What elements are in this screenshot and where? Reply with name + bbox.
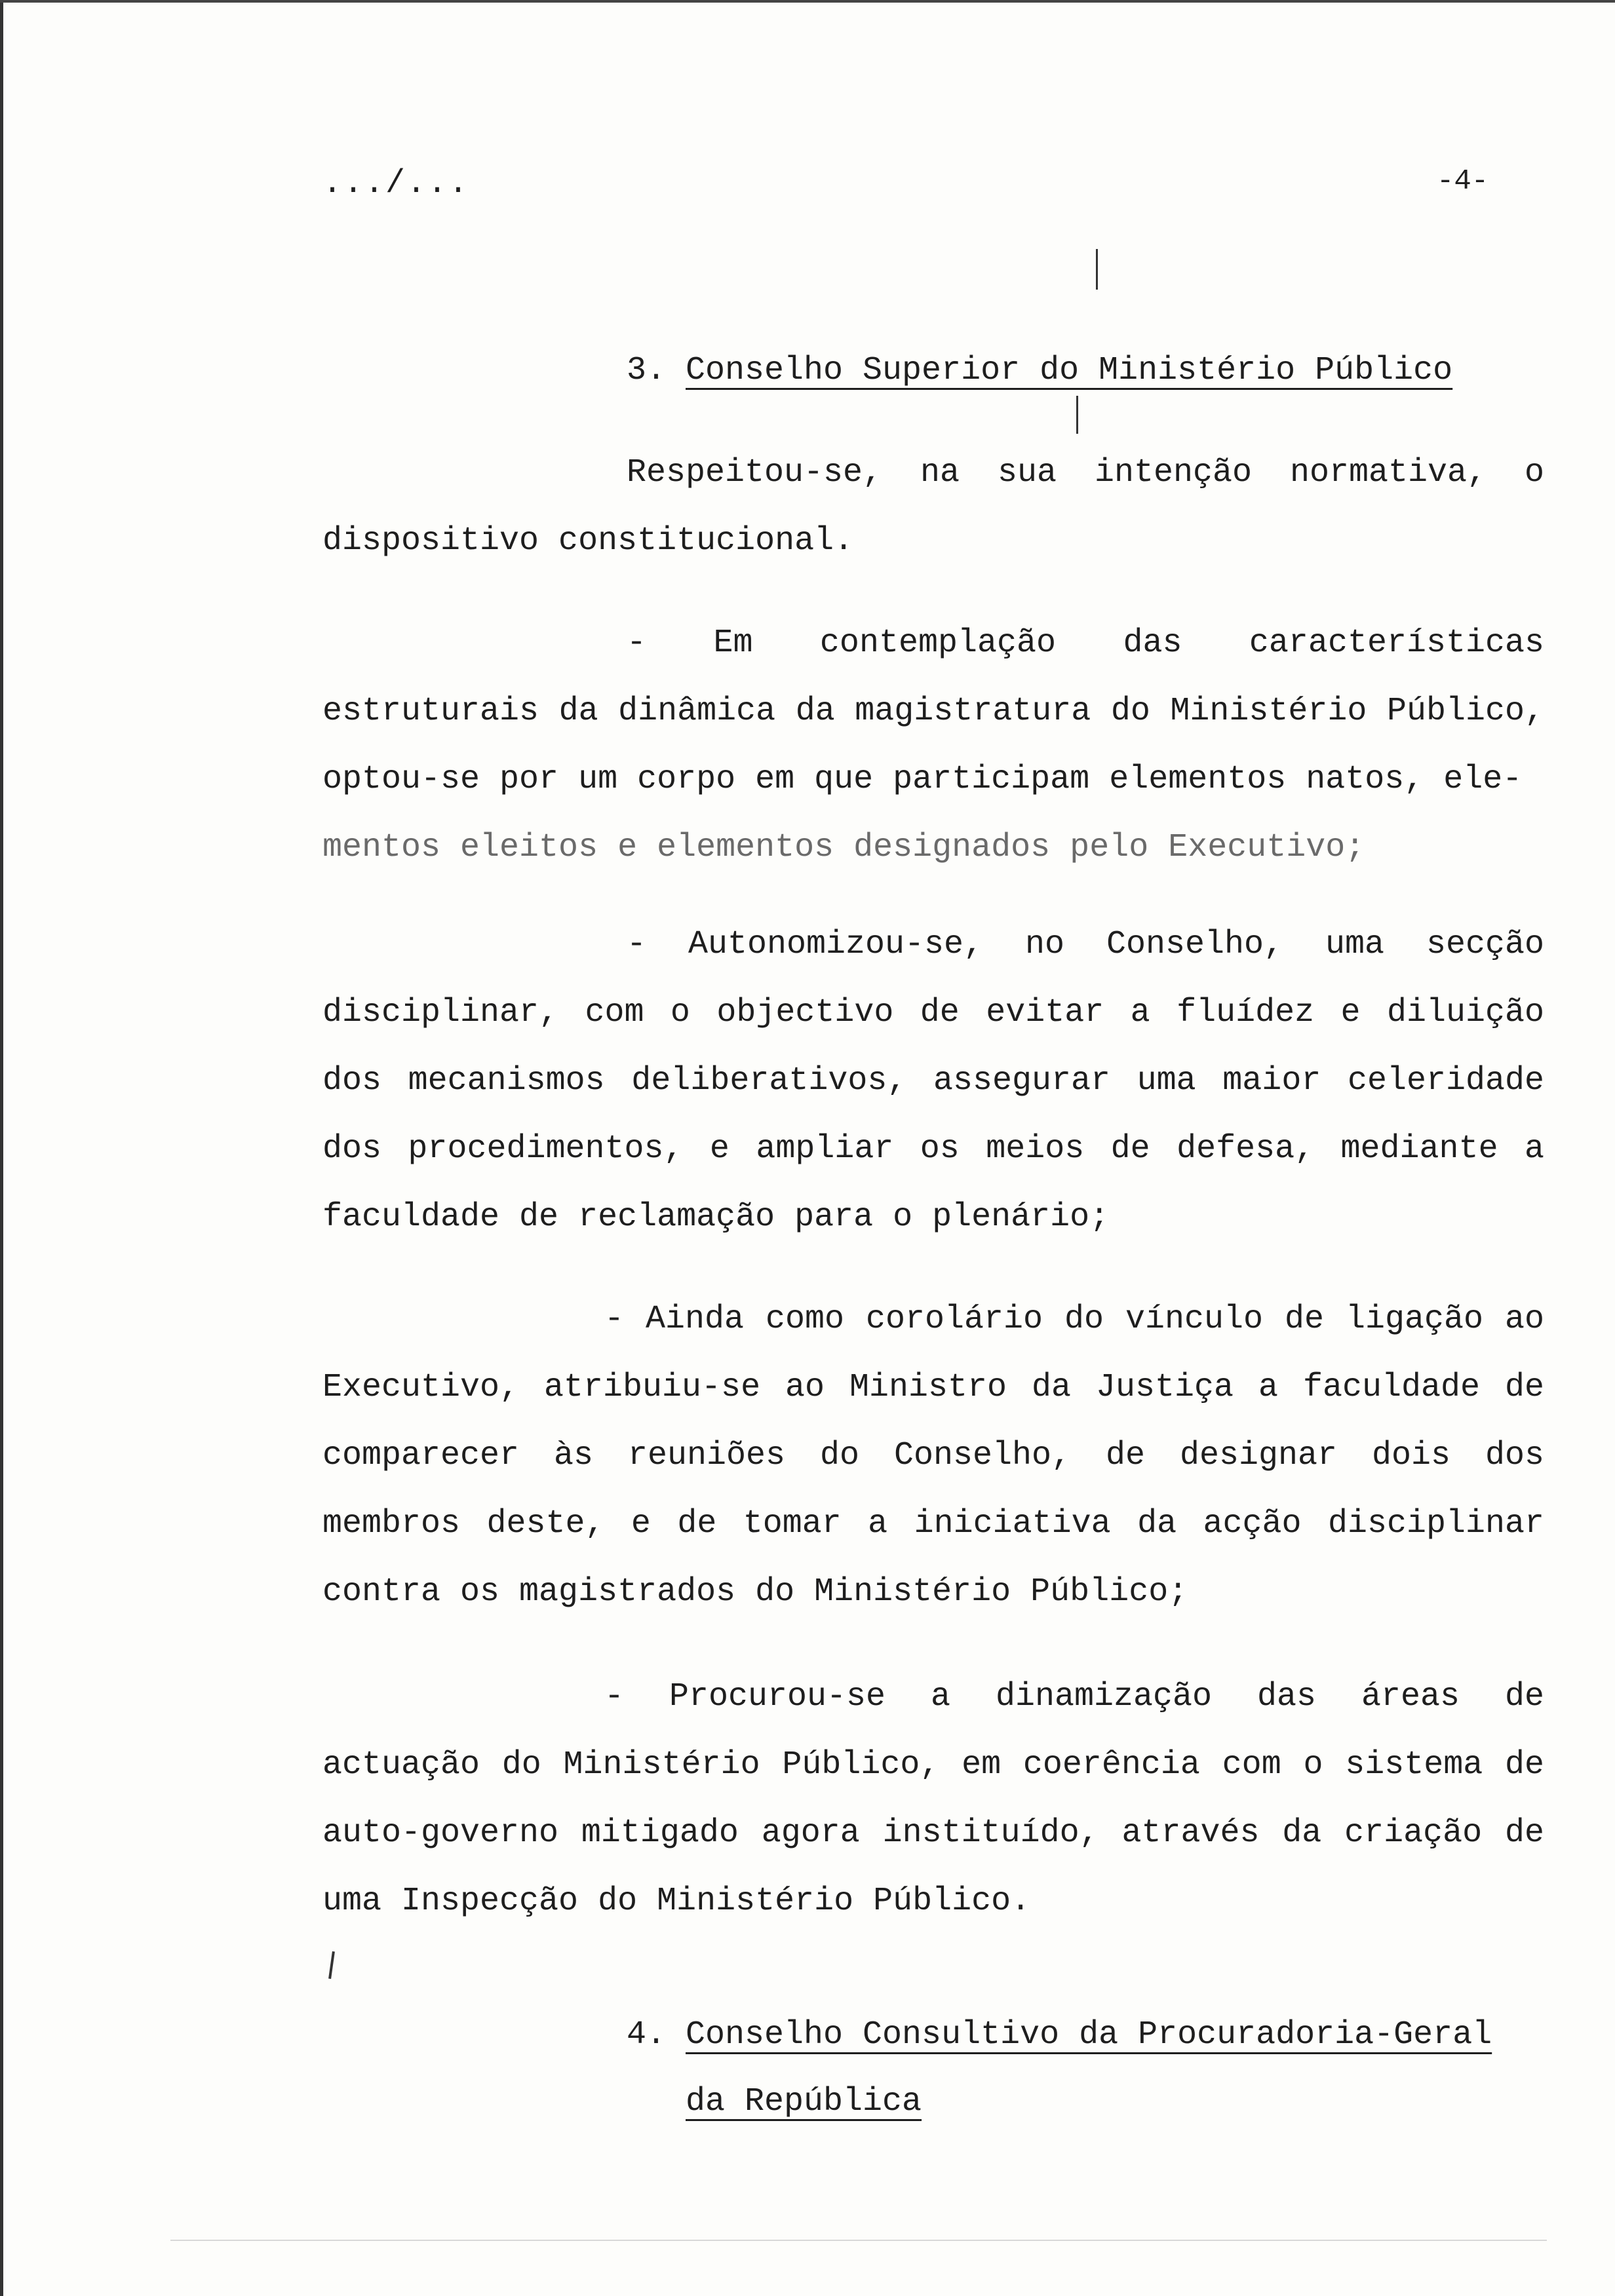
page-edge-top (0, 0, 1615, 3)
section-4-heading (627, 2001, 1492, 2069)
section-3-heading (627, 337, 1452, 405)
section-4-title-line-1: Conselho Consultivo da Procuradoria-Geral (686, 2016, 1492, 2054)
continuation-mark: .../... (322, 165, 470, 202)
scan-artifact-line (170, 2240, 1547, 2241)
page-edge-left (0, 0, 3, 2296)
section-3-intro: Respeitou-se, na sua intenção normativa, o dispositivo constitucional. (322, 454, 1544, 560)
section-3-item-3: - Ainda como corolário do vínculo de ligação ao Executivo, atribuiu-se ao Ministro da Justiça a faculdade de comparecer às reuniões do Conselho, de designar dois dos membros deste, e de tomar a iniciativa da acção disciplinar contra os magistrados do Ministério Público; (322, 1301, 1544, 1611)
section-4-number: 4. (627, 2016, 667, 2054)
page-number: -4- (1437, 165, 1489, 198)
pen-mark (1076, 396, 1078, 434)
pen-mark (328, 1951, 335, 1979)
section-3-item-1: - Em contemplação das características estruturais da dinâmica da magistratura do Ministério Público, optou-se por um corpo em que participam elementos natos, ele- (322, 624, 1544, 798)
section-3-item-2: - Autonomizou-se, no Conselho, uma secção disciplinar, com o objectivo de evitar a fluídez e diluição dos mecanismos deliberativos, assegurar uma maior celeridade dos procedimentos, e ampliar os meios de defesa, mediante a faculdade de reclamação para o plenário; (322, 926, 1544, 1236)
section-4-title-line-2: da República (686, 2083, 922, 2120)
section-4-heading-continued (686, 2068, 922, 2136)
section-3-item-4: - Procurou-se a dinamização das áreas de actuação do Ministério Público, em coerência com o sistema de auto-governo mitigado agora instituído, através da criação de uma Inspecção do Ministério Público. (322, 1678, 1544, 1920)
section-3-number: 3. (627, 352, 667, 389)
pen-mark (1096, 249, 1098, 290)
section-3-item-1-continued: mentos eleitos e elementos designados pelo Executivo; (322, 829, 1365, 866)
section-3-title: Conselho Superior do Ministério Público (686, 352, 1453, 389)
